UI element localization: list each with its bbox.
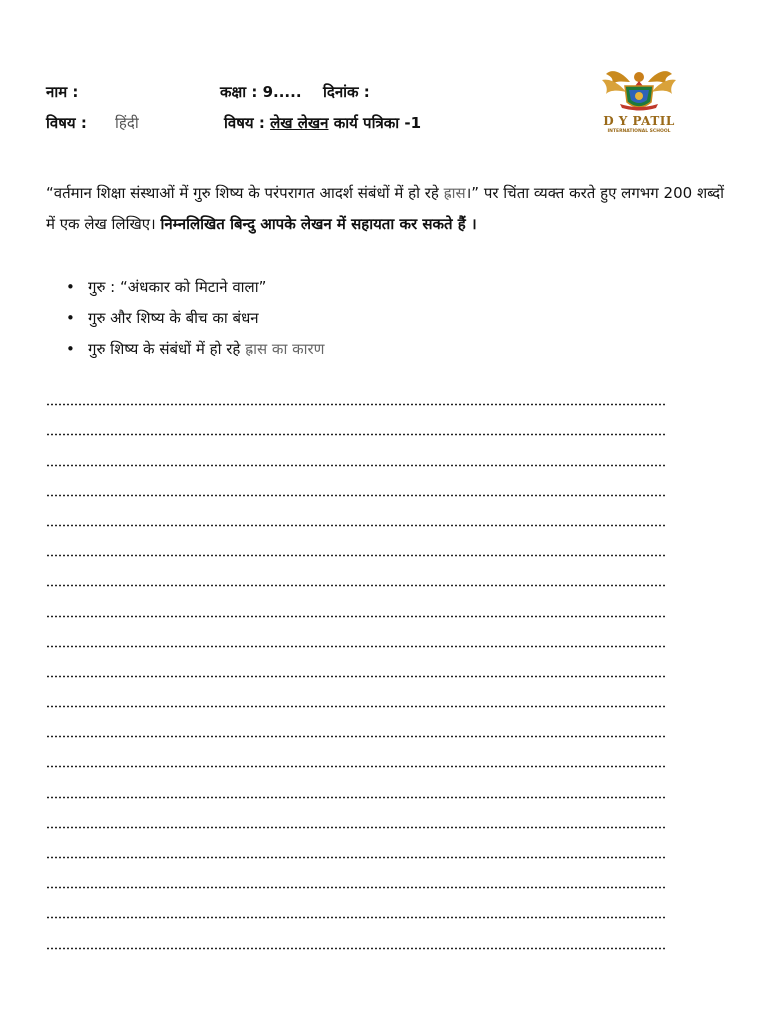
writing-line[interactable] bbox=[46, 809, 666, 839]
hint-bullet-list bbox=[66, 272, 325, 365]
date-label: दिनांक : bbox=[323, 83, 370, 101]
writing-line[interactable] bbox=[46, 507, 666, 537]
writing-line[interactable] bbox=[46, 839, 666, 869]
writing-line[interactable] bbox=[46, 688, 666, 718]
writing-line[interactable] bbox=[46, 778, 666, 808]
writing-line[interactable] bbox=[46, 477, 666, 507]
writing-line[interactable] bbox=[46, 748, 666, 778]
writing-line[interactable] bbox=[46, 446, 666, 476]
writing-line[interactable] bbox=[46, 567, 666, 597]
topic-title: कार्य पत्रिका -1 bbox=[333, 114, 422, 132]
bullet-item bbox=[66, 334, 325, 365]
bullet-text: गुरु शिष्य के संबंधों में हो रहे bbox=[88, 340, 246, 358]
bullet-highlight: ह्रास का कारण bbox=[245, 340, 325, 358]
prompt-highlight: ह्रास bbox=[443, 184, 466, 202]
writing-line[interactable] bbox=[46, 628, 666, 658]
school-logo bbox=[598, 66, 680, 146]
logo-subtitle: INTERNATIONAL SCHOOL bbox=[607, 129, 671, 134]
prompt-bold-hint: निम्नलिखित बिन्दु आपके लेखन में सहायता कर सकते हैं । bbox=[160, 215, 477, 233]
bullet-item: • गुरु : “अंधकार को मिटाने वाला” bbox=[66, 272, 325, 303]
writing-line[interactable] bbox=[46, 416, 666, 446]
writing-line[interactable] bbox=[46, 537, 666, 567]
writing-line[interactable] bbox=[46, 386, 666, 416]
writing-line[interactable] bbox=[46, 869, 666, 899]
prompt-text-2: ।” पर चिंता व्यक्त करते हुए लगभग 200 शब्दों में एक लेख लिखिए। bbox=[46, 184, 724, 233]
topic-underlined: लेख लेखन bbox=[270, 114, 329, 132]
class-label: कक्षा : 9..... bbox=[220, 83, 302, 101]
instruction-paragraph bbox=[46, 178, 724, 240]
writing-line[interactable] bbox=[46, 899, 666, 929]
writing-line[interactable] bbox=[46, 929, 666, 959]
writing-line[interactable] bbox=[46, 658, 666, 688]
writing-line[interactable] bbox=[46, 597, 666, 627]
subject-label: विषय : bbox=[46, 114, 87, 132]
bullet-item: • गुरु और शिष्य के बीच का बंधन bbox=[66, 303, 325, 334]
name-label: नाम : bbox=[46, 83, 79, 101]
topic-row bbox=[224, 113, 421, 133]
writing-lines-area[interactable] bbox=[46, 386, 666, 960]
topic-label: विषय : bbox=[224, 114, 265, 132]
writing-line[interactable] bbox=[46, 718, 666, 748]
subject-value: हिंदी bbox=[115, 114, 139, 132]
prompt-text-1: “वर्तमान शिक्षा संस्थाओं में गुरु शिष्य के परंपरागत आदर्श संबंधों में हो रहे bbox=[46, 184, 444, 202]
eagle-crest-icon bbox=[598, 66, 680, 116]
logo-name: D Y PATIL bbox=[603, 114, 675, 128]
